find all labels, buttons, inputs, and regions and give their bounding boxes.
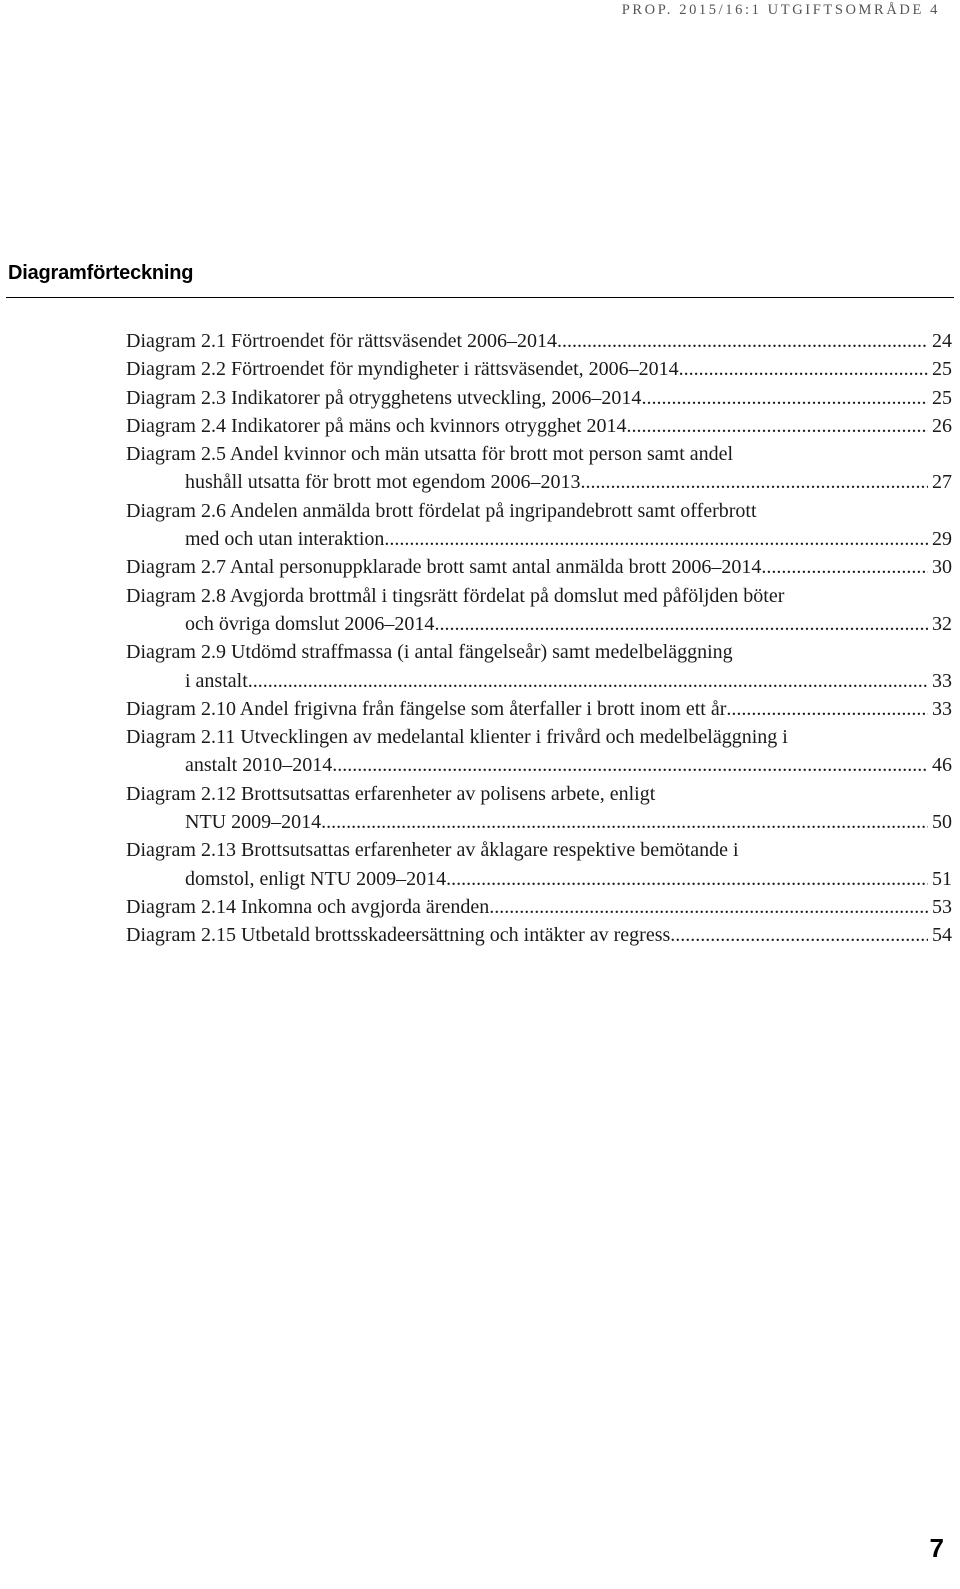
toc-entry-title: anstalt 2010–2014: [185, 754, 333, 777]
toc-entry[interactable]: [126, 695, 952, 723]
toc-entry-title: Diagram 2.11 Utvecklingen av medelantal klienter i frivård och medelbeläggning i: [126, 726, 788, 749]
dot-leader: [726, 695, 928, 723]
dot-leader: [446, 865, 928, 893]
toc-entry-line: [126, 893, 952, 921]
toc-entry-title: hushåll utsatta för brott mot egendom 2006–2013: [185, 471, 581, 494]
toc-entry-title: Diagram 2.14 Inkomna och avgjorda ärenden: [126, 895, 490, 918]
toc-entry-line: [126, 355, 952, 383]
toc-entry-page-number: 26: [932, 414, 952, 437]
dot-leader: [679, 355, 928, 383]
dot-leader: [557, 327, 928, 355]
page-number: 7: [929, 1533, 944, 1563]
toc-entry-title: Diagram 2.7 Antal personuppklarade brott samt antal anmälda brott 2006–2014: [126, 556, 762, 579]
toc-entry-title: Diagram 2.1 Förtroendet för rättsväsendet 2006–2014: [126, 330, 558, 352]
toc-entry[interactable]: [126, 355, 952, 383]
toc-entry-title: Diagram 2.9 Utdömd straffmassa (i antal fängelseår) samt medelbeläggning: [126, 641, 733, 664]
toc-entry-continuation-line: [126, 525, 952, 553]
toc-entry[interactable]: [126, 384, 952, 412]
title-divider: [6, 297, 954, 298]
dot-leader: [321, 808, 928, 836]
toc-entry-title: Diagram 2.2 Förtroendet för myndigheter i rättsväsendet, 2006–2014: [126, 358, 679, 381]
toc-entry-title: NTU 2009–2014: [185, 811, 322, 834]
toc-entry-page-number: 25: [932, 386, 952, 409]
toc-entry-page-number: 27: [932, 471, 952, 494]
dot-leader: [581, 468, 929, 496]
toc-entry-line: [126, 836, 952, 864]
toc-entry-title: Diagram 2.10 Andel frigivna från fängelse som återfaller i brott inom ett år: [126, 697, 727, 720]
toc-entry[interactable]: [126, 440, 952, 497]
running-head: PROP. 2015/16:1 UTGIFTSOMRÅDE 4: [621, 2, 940, 18]
toc-entry-line: [126, 412, 952, 440]
toc-entry-page-number: 32: [932, 612, 952, 635]
diagram-list: [126, 327, 952, 950]
dot-leader: [626, 412, 928, 440]
dot-leader: [384, 525, 928, 553]
toc-entry-line: [126, 695, 952, 723]
toc-entry-title: domstol, enligt NTU 2009–2014: [185, 867, 447, 890]
dot-leader: [489, 893, 928, 921]
toc-entry-page-number: 33: [932, 669, 952, 692]
toc-entry-page-number: 46: [932, 754, 952, 777]
toc-entry[interactable]: [126, 582, 952, 639]
toc-entry-continuation-line: [126, 865, 952, 893]
section-title: Diagramförteckning: [8, 262, 194, 284]
toc-entry-page-number: 30: [932, 556, 952, 579]
toc-entry-title: Diagram 2.5 Andel kvinnor och män utsatta för brott mot person samt andel: [126, 443, 734, 466]
toc-entry-title: Diagram 2.3 Indikatorer på otrygghetens utveckling, 2006–2014: [126, 386, 642, 409]
toc-entry[interactable]: [126, 921, 952, 949]
toc-entry-title: Diagram 2.4 Indikatorer på mäns och kvinnors otrygghet 2014: [126, 414, 627, 437]
toc-entry-line: [126, 638, 952, 666]
toc-entry-page-number: 25: [932, 358, 952, 381]
toc-entry-line: [126, 327, 952, 355]
dot-leader: [761, 553, 928, 581]
toc-entry-title: och övriga domslut 2006–2014: [185, 612, 435, 635]
toc-entry[interactable]: [126, 723, 952, 780]
toc-entry-line: [126, 384, 952, 412]
toc-entry-page-number: 53: [932, 895, 952, 918]
toc-entry-continuation-line: [126, 610, 952, 638]
toc-entry[interactable]: [126, 893, 952, 921]
toc-entry-page-number: 54: [932, 924, 952, 947]
dot-leader: [248, 667, 928, 695]
toc-entry-title: med och utan interaktion: [185, 528, 385, 551]
toc-entry-continuation-line: [126, 468, 952, 496]
toc-entry[interactable]: [126, 497, 952, 554]
toc-entry-line: [126, 780, 952, 808]
toc-entry-line: [126, 497, 952, 525]
toc-entry-line: [126, 440, 952, 468]
toc-entry-page-number: 50: [932, 811, 952, 834]
toc-entry-continuation-line: [126, 808, 952, 836]
toc-entry[interactable]: [126, 327, 952, 355]
toc-entry-title: Diagram 2.12 Brottsutsattas erfarenheter av polisens arbete, enligt: [126, 782, 656, 805]
toc-entry-line: [126, 723, 952, 751]
toc-entry-line: [126, 921, 952, 949]
dot-leader: [670, 921, 928, 949]
toc-entry-title: Diagram 2.15 Utbetald brottsskadeersättning och intäkter av regress: [126, 924, 671, 947]
toc-entry-title: Diagram 2.6 Andelen anmälda brott fördelat på ingripandebrott samt offerbrott: [126, 499, 757, 522]
toc-entry-line: [126, 582, 952, 610]
toc-entry-line: [126, 553, 952, 581]
toc-entry-page-number: 24: [932, 330, 952, 352]
toc-entry[interactable]: [126, 836, 952, 893]
toc-entry[interactable]: [126, 638, 952, 695]
toc-entry-page-number: 51: [932, 867, 952, 890]
toc-entry-continuation-line: [126, 751, 952, 779]
toc-entry-title: Diagram 2.13 Brottsutsattas erfarenheter av åklagare respektive bemötande i: [126, 839, 739, 862]
toc-entry[interactable]: [126, 553, 952, 581]
toc-entry-continuation-line: [126, 667, 952, 695]
toc-entry-title: i anstalt: [185, 669, 248, 692]
dot-leader: [641, 384, 928, 412]
toc-entry-page-number: 29: [932, 528, 952, 551]
toc-entry[interactable]: [126, 412, 952, 440]
dot-leader: [434, 610, 928, 638]
toc-entry-title: Diagram 2.8 Avgjorda brottmål i tingsrätt fördelat på domslut med påföljden böter: [126, 584, 785, 607]
toc-entry[interactable]: [126, 780, 952, 837]
toc-entry-page-number: 33: [932, 697, 952, 720]
dot-leader: [332, 751, 928, 779]
